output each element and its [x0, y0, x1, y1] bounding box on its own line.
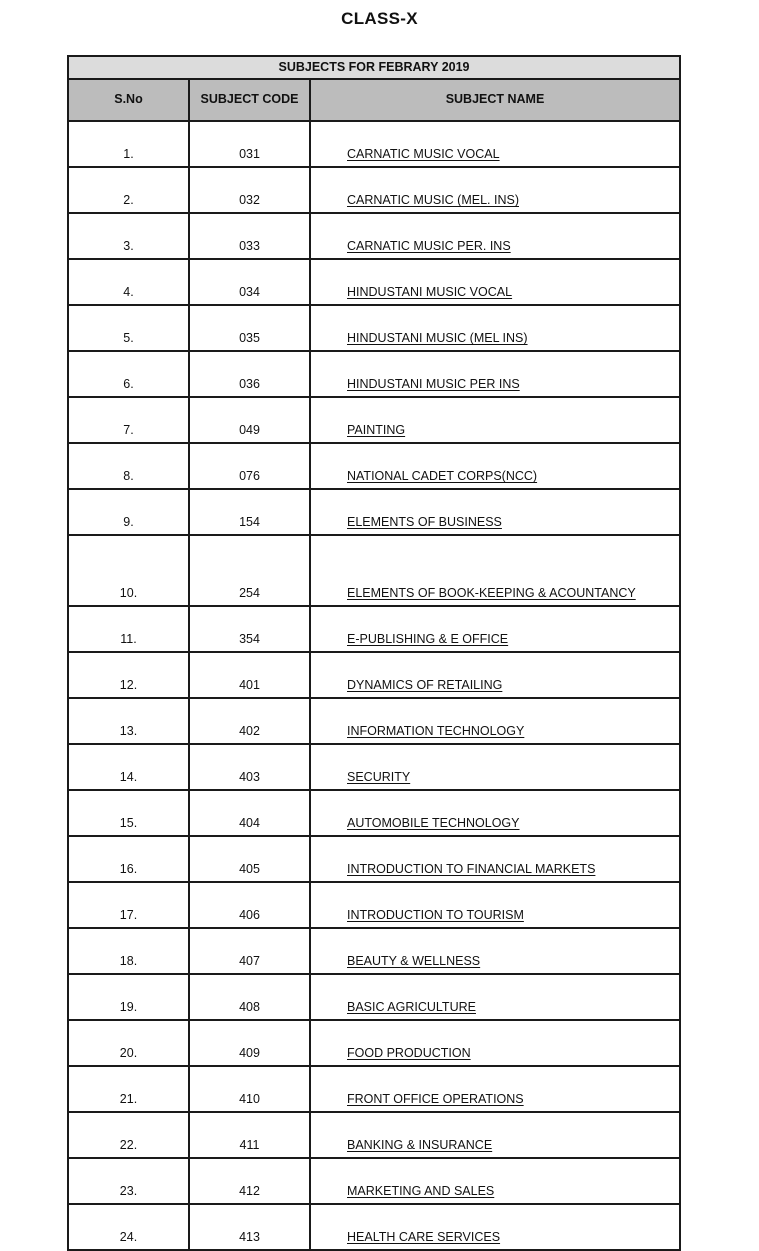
subject-code-cell	[189, 790, 310, 836]
table-row	[68, 535, 680, 606]
subjects-table	[67, 55, 681, 1251]
subject-code-cell	[189, 351, 310, 397]
sno-cell-text: 15.	[119, 816, 138, 831]
subject-code-cell-text: 401	[239, 678, 260, 693]
table-row	[68, 1020, 680, 1066]
sno-cell-text: 13.	[119, 724, 138, 739]
sno-cell-text: 8.	[123, 469, 134, 484]
table-body	[68, 121, 680, 1250]
subject-name-cell-text: BEAUTY & WELLNESS	[347, 954, 481, 969]
table-row	[68, 351, 680, 397]
subject-code-cell-text: 403	[239, 770, 260, 785]
sno-cell	[68, 836, 189, 882]
subject-name-cell-text: NATIONAL CADET CORPS(NCC)	[347, 469, 538, 484]
table-row	[68, 397, 680, 443]
sno-cell-text: 24.	[119, 1230, 138, 1245]
sno-cell	[68, 259, 189, 305]
subject-name-cell-text: ELEMENTS OF BOOK-KEEPING & ACOUNTANCY	[347, 586, 636, 601]
subject-code-cell-text: 402	[239, 724, 260, 739]
table-row	[68, 698, 680, 744]
subject-name-cell	[310, 790, 680, 836]
sno-cell	[68, 974, 189, 1020]
subject-name-cell-text: CARNATIC MUSIC VOCAL	[347, 147, 500, 162]
table-row	[68, 836, 680, 882]
sno-cell-text: 17.	[119, 908, 138, 923]
subject-code-cell	[189, 836, 310, 882]
sno-cell-text: 4.	[123, 285, 134, 300]
sno-cell	[68, 790, 189, 836]
subject-name-cell-text: HINDUSTANI MUSIC PER INS	[347, 377, 520, 392]
subject-code-cell	[189, 535, 310, 606]
sno-cell-text: 21.	[119, 1092, 138, 1107]
subject-code-cell-text: 032	[239, 193, 260, 208]
subject-name-cell-text: CARNATIC MUSIC PER. INS	[347, 239, 511, 254]
sno-cell	[68, 121, 189, 167]
subject-name-cell-text: PAINTING	[347, 423, 406, 438]
table-header-row	[68, 79, 680, 121]
subject-code-cell-text: 034	[239, 285, 260, 300]
subject-name-cell	[310, 489, 680, 535]
subject-name-cell	[310, 213, 680, 259]
sno-cell	[68, 1204, 189, 1250]
sno-cell-text: 7.	[123, 423, 134, 438]
subject-name-cell	[310, 305, 680, 351]
sno-cell	[68, 351, 189, 397]
subject-code-cell	[189, 1204, 310, 1250]
table-row	[68, 1066, 680, 1112]
table-caption-row	[68, 56, 680, 79]
subject-name-cell	[310, 928, 680, 974]
subject-name-cell-text: BASIC AGRICULTURE	[347, 1000, 476, 1015]
subject-code-cell-text: 410	[239, 1092, 260, 1107]
table-row	[68, 974, 680, 1020]
sno-cell	[68, 1112, 189, 1158]
sno-cell-text: 18.	[119, 954, 138, 969]
sno-cell-text: 12.	[119, 678, 138, 693]
subject-code-cell	[189, 1158, 310, 1204]
subject-name-cell	[310, 259, 680, 305]
subject-code-cell-text: 049	[239, 423, 260, 438]
subject-name-cell	[310, 535, 680, 606]
table-row	[68, 1204, 680, 1250]
column-header-sno: S.No	[68, 79, 189, 121]
subject-name-cell-text: HINDUSTANI MUSIC (MEL INS)	[347, 331, 528, 346]
subject-name-cell	[310, 698, 680, 744]
subject-code-cell-text: 036	[239, 377, 260, 392]
subject-code-cell-text: 411	[239, 1138, 260, 1153]
table-row	[68, 790, 680, 836]
subject-name-cell	[310, 974, 680, 1020]
subject-name-cell	[310, 1112, 680, 1158]
sno-cell	[68, 397, 189, 443]
subject-name-cell-text: AUTOMOBILE TECHNOLOGY	[347, 816, 520, 831]
table-row	[68, 652, 680, 698]
subject-code-cell-text: 254	[239, 586, 260, 601]
table-row	[68, 213, 680, 259]
subject-name-cell	[310, 836, 680, 882]
sno-cell	[68, 1020, 189, 1066]
sno-cell-text: 19.	[119, 1000, 138, 1015]
sno-cell	[68, 652, 189, 698]
subject-name-cell-text: INTRODUCTION TO FINANCIAL MARKETS	[347, 862, 596, 877]
subject-name-cell-text: DYNAMICS OF RETAILING	[347, 678, 503, 693]
subject-code-cell-text: 033	[239, 239, 260, 254]
subject-name-cell-text: E-PUBLISHING & E OFFICE	[347, 632, 509, 647]
column-header-subject-code: SUBJECT CODE	[189, 79, 310, 121]
subject-name-cell	[310, 1158, 680, 1204]
subject-code-cell	[189, 259, 310, 305]
sno-cell-text: 9.	[123, 515, 134, 530]
table-row	[68, 489, 680, 535]
sno-cell-text: 3.	[123, 239, 134, 254]
sno-cell-text: 20.	[119, 1046, 138, 1061]
subject-name-cell	[310, 652, 680, 698]
sno-cell	[68, 213, 189, 259]
sno-cell	[68, 443, 189, 489]
subject-code-cell	[189, 213, 310, 259]
subject-code-cell	[189, 443, 310, 489]
subject-name-cell-text: FRONT OFFICE OPERATIONS	[347, 1092, 524, 1107]
subject-code-cell	[189, 1112, 310, 1158]
table-row	[68, 167, 680, 213]
subject-code-cell	[189, 652, 310, 698]
subject-name-cell-text: HINDUSTANI MUSIC VOCAL	[347, 285, 513, 300]
table-row	[68, 121, 680, 167]
sno-cell-text: 2.	[123, 193, 134, 208]
subject-code-cell-text: 409	[239, 1046, 260, 1061]
subject-code-cell	[189, 167, 310, 213]
sno-cell-text: 1.	[123, 147, 134, 162]
subject-code-cell	[189, 1066, 310, 1112]
subject-code-cell	[189, 489, 310, 535]
subject-code-cell	[189, 698, 310, 744]
table-row	[68, 443, 680, 489]
subject-code-cell	[189, 744, 310, 790]
sno-cell-text: 5.	[123, 331, 134, 346]
table-row	[68, 882, 680, 928]
table-row	[68, 606, 680, 652]
sno-cell-text: 22.	[119, 1138, 138, 1153]
subject-name-cell	[310, 121, 680, 167]
column-header-subject-name: SUBJECT NAME	[310, 79, 680, 121]
subject-name-cell	[310, 1020, 680, 1066]
sno-cell-text: 14.	[119, 770, 138, 785]
sno-cell-text: 6.	[123, 377, 134, 392]
subject-code-cell	[189, 974, 310, 1020]
table-row	[68, 259, 680, 305]
subject-code-cell	[189, 305, 310, 351]
subject-name-cell	[310, 606, 680, 652]
subject-code-cell	[189, 1020, 310, 1066]
sno-cell	[68, 305, 189, 351]
sno-cell-text: 16.	[119, 862, 138, 877]
page-title: CLASS-X	[341, 9, 418, 28]
subject-code-cell-text: 408	[239, 1000, 260, 1015]
sno-cell	[68, 882, 189, 928]
table-row	[68, 928, 680, 974]
subject-code-cell-text: 405	[239, 862, 260, 877]
subject-name-cell	[310, 744, 680, 790]
sno-cell	[68, 167, 189, 213]
sno-cell	[68, 744, 189, 790]
subject-code-cell	[189, 928, 310, 974]
subject-name-cell-text: INTRODUCTION TO TOURISM	[347, 908, 524, 923]
table-row	[68, 305, 680, 351]
subject-code-cell	[189, 606, 310, 652]
sno-cell	[68, 1158, 189, 1204]
subject-code-cell-text: 076	[239, 469, 260, 484]
subject-name-cell	[310, 1204, 680, 1250]
sno-cell	[68, 1066, 189, 1112]
subject-name-cell	[310, 1066, 680, 1112]
table-row	[68, 1158, 680, 1204]
table-row	[68, 744, 680, 790]
subject-code-cell-text: 412	[239, 1184, 260, 1199]
subject-name-cell	[310, 351, 680, 397]
sno-cell	[68, 535, 189, 606]
subject-name-cell-text: INFORMATION TECHNOLOGY	[347, 724, 525, 739]
subject-code-cell-text: 035	[239, 331, 260, 346]
subject-name-cell	[310, 397, 680, 443]
subject-code-cell-text: 406	[239, 908, 260, 923]
subject-name-cell-text: ELEMENTS OF BUSINESS	[347, 515, 502, 530]
subject-code-cell	[189, 397, 310, 443]
subject-name-cell-text: CARNATIC MUSIC (MEL. INS)	[347, 193, 519, 208]
subject-code-cell	[189, 121, 310, 167]
sno-cell	[68, 928, 189, 974]
table-row	[68, 1112, 680, 1158]
subject-name-cell-text: FOOD PRODUCTION	[347, 1046, 471, 1061]
subject-code-cell-text: 407	[239, 954, 260, 969]
subject-code-cell-text: 031	[239, 147, 260, 162]
sno-cell-text: 23.	[119, 1184, 138, 1199]
sno-cell-text: 10.	[119, 586, 138, 601]
subject-code-cell-text: 154	[239, 515, 260, 530]
sno-cell	[68, 698, 189, 744]
subject-name-cell-text: MARKETING AND SALES	[347, 1184, 495, 1199]
sno-cell-text: 11.	[120, 632, 137, 647]
subject-name-cell	[310, 167, 680, 213]
subject-code-cell	[189, 882, 310, 928]
table-caption: SUBJECTS FOR FEBRARY 2019	[68, 56, 680, 79]
subject-name-cell	[310, 882, 680, 928]
sno-cell	[68, 489, 189, 535]
subject-name-cell-text: BANKING & INSURANCE	[347, 1138, 493, 1153]
subject-code-cell-text: 413	[239, 1230, 260, 1245]
subject-code-cell-text: 354	[239, 632, 260, 647]
subject-name-cell-text: HEALTH CARE SERVICES	[347, 1230, 501, 1245]
subject-code-cell-text: 404	[239, 816, 260, 831]
subject-name-cell	[310, 443, 680, 489]
sno-cell	[68, 606, 189, 652]
subject-name-cell-text: SECURITY	[347, 770, 411, 785]
